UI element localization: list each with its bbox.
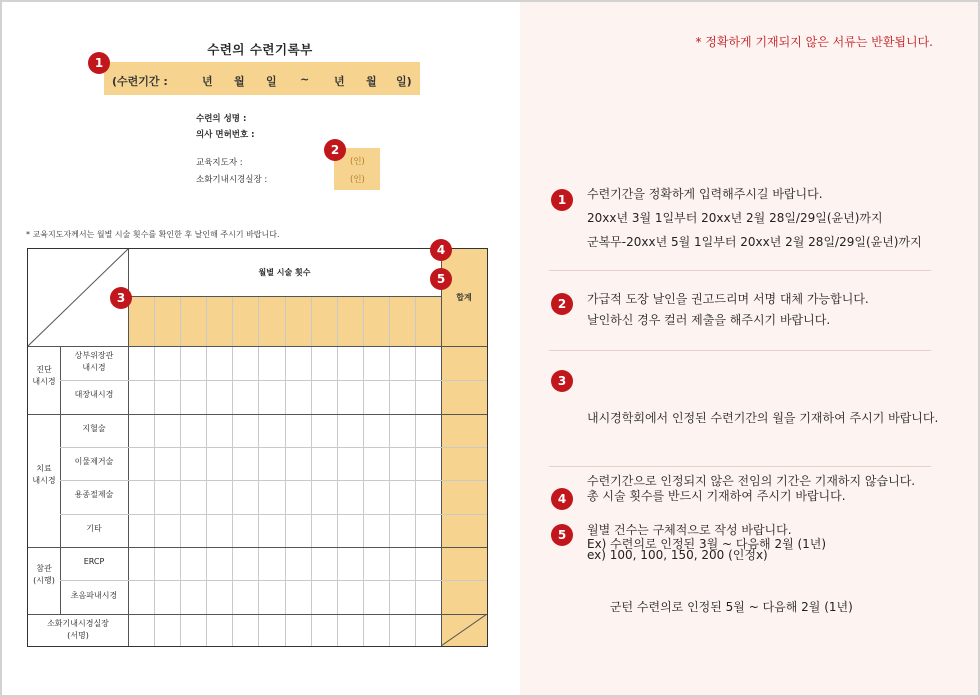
group-divider [28,414,487,415]
group-divider [28,614,487,615]
guide-3-line-4: 군턴 수련의로 인정된 5월 ~ 다음해 2월 (1년) [587,600,853,614]
guide-item-1 [587,184,922,253]
row-director-sign: 소화기내시경실장 (서명) [47,619,109,640]
guide-4-line-1: 총 시술 횟수를 반드시 기재하여 주시기 바랍니다. [587,489,846,503]
month-column-line [415,296,416,646]
row-other: 기타 [86,524,102,533]
period-day-end: 일) [396,75,412,88]
month-column-line [311,296,312,646]
row-ercp: ERCP [83,557,105,566]
row-line [60,580,487,581]
notice-text: * 교육지도자께서는 월별 시술 횟수를 확인한 후 날인해 주시기 바랍니다. [26,230,280,239]
guide-5-line-1: 월별 건수는 구체적으로 작성 바랍니다. [587,523,792,537]
marker-3: 3 [110,287,132,309]
group-diagnostic: 진단 내시경 [32,365,56,386]
month-column-line [389,296,390,646]
row-line [60,480,487,481]
guide-1-line-2: 20xx년 3월 1일부터 20xx년 2월 28일/29일(윤년)까지 [587,211,883,225]
guide-3-line-2: 수련기간으로 인정되지 않은 전임의 기간은 기재하지 않습니다. [587,474,916,488]
guide-marker-3: 3 [551,370,573,392]
guide-marker-1: 1 [551,189,573,211]
monthly-procedure-table [27,248,488,647]
guide-item-5 [587,520,792,566]
total-corner-diagonal [441,614,487,646]
marker-4: 4 [430,239,452,261]
month-column-line [363,296,364,646]
group-therapeutic: 치료 내시경 [32,464,56,485]
group-observation: 참관 (시행) [33,564,55,585]
trainee-name-label: 수련의 성명 : [196,114,247,124]
supervisor-label: 교육지도자 : [196,158,243,168]
document-title: 수련의 수련기록부 [207,42,313,57]
license-number-label: 의사 면허번호 : [196,130,255,140]
guide-2-line-2: 날인하신 경우 컬러 제출을 해주시기 바랍니다. [587,313,831,327]
row-line [60,447,487,448]
director-seal: (인) [350,175,365,185]
guide-5-line-2: ex) 100, 100, 150, 200 (인정x) [587,548,768,562]
row-hemostasis: 지혈술 [82,424,106,433]
row-foreign-body: 이물제거술 [74,457,114,466]
month-column-line [258,296,259,646]
month-column-line [154,296,155,646]
marker-5: 5 [430,268,452,290]
total-header: 합계 [456,293,472,302]
period-year-start: 년 [202,75,213,88]
row-line [60,514,487,515]
return-notice: * 정확하게 기재되지 않은 서류는 반환됩니다. [695,35,933,49]
row-colonoscopy: 대장내시경 [74,390,114,399]
divider-2 [549,350,931,351]
month-column-line [285,296,286,646]
monthly-count-header: 월별 시술 횟수 [258,268,311,277]
guide-3-line-1: 내시경학회에서 인정된 수련기간의 월을 기재하여 주시기 바랍니다. [587,411,939,425]
supervisor-seal: (인) [350,157,365,167]
guide-marker-2: 2 [551,293,573,315]
period-tilde: ~ [300,73,310,86]
guide-1-line-3: 군복무-20xx년 5월 1일부터 20xx년 2월 28일/29일(윤년)까지 [587,235,922,249]
month-column-line [232,296,233,646]
guide-item-2 [587,289,869,331]
guide-item-4 [587,486,846,507]
header-bottom [28,346,487,347]
guide-1-line-1: 수련기간을 정확하게 입력해주시길 바랍니다. [587,187,823,201]
period-field [104,62,420,95]
month-column-line [337,296,338,646]
row-upper-gi: 상부위장관 내시경 [74,351,114,372]
divider-1 [549,270,931,271]
guide-marker-4: 4 [551,488,573,510]
group-divider [28,547,487,548]
row-polypectomy: 용종절제술 [74,490,114,499]
period-month-end: 월 [366,75,377,88]
month-column-line [180,296,181,646]
month-column-line [206,296,207,646]
marker-2: 2 [324,139,346,161]
guide-3-line-3: Ex) 수련의로 인정된 3월 ~ 다음해 2월 (1년) [587,537,827,551]
marker-1: 1 [88,52,110,74]
row-line [60,380,487,381]
period-month-start: 월 [234,75,245,88]
header-divider [128,296,441,297]
period-label: (수련기간 : [112,75,168,88]
divider-3 [549,466,931,467]
period-year-end: 년 [334,75,345,88]
guide-2-line-1: 가급적 도장 날인을 권고드리며 서명 대체 가능합니다. [587,292,869,306]
guide-marker-5: 5 [551,524,573,546]
director-label: 소화기내시경실장 : [196,175,268,185]
row-eus: 초음파내시경 [70,591,118,600]
period-day-start: 일 [266,75,277,88]
